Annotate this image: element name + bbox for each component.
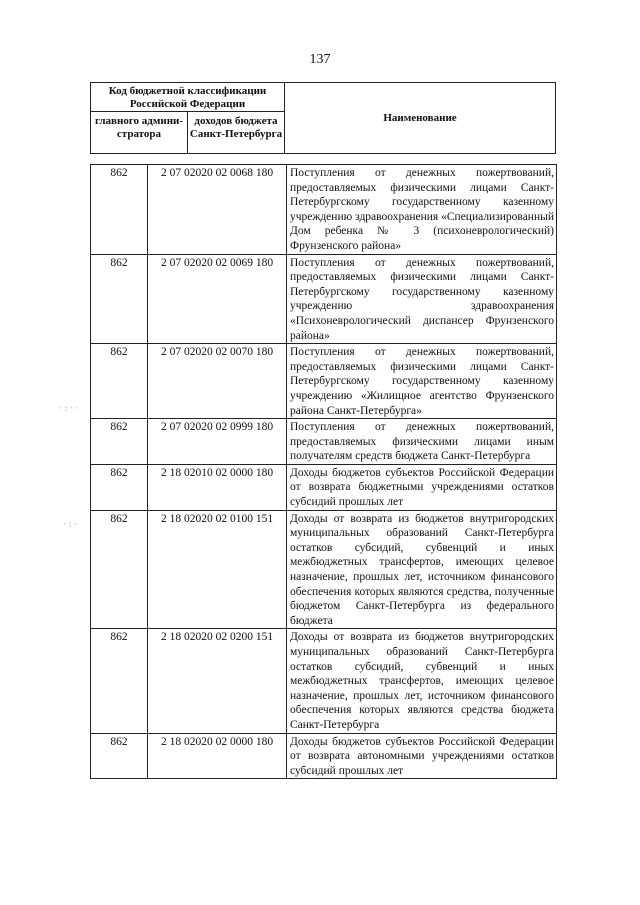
name-cell: Поступления от денежных пожертвований, предоставляемых физическими лицами Санкт-Петербургскому государственному казенному учреждению здравоохранения «Специализированный Дом ребенка № 3 (психоневрологический) Фрунзенского района» <box>287 165 557 255</box>
table-row <box>91 419 557 465</box>
income-code-cell: 2 18 02020 02 0000 180 <box>148 733 287 779</box>
admin-code-cell: 862 <box>91 510 148 629</box>
income-code-cell: 2 07 02020 02 0068 180 <box>148 165 287 255</box>
name-cell: Поступления от денежных пожертвований, предоставляемых физическими лицами Санкт-Петербургскому государственному казенному учреждению здравоохранения «Психоневрологический диспансер Фрунзенского района» <box>287 254 557 344</box>
admin-code-cell: 862 <box>91 165 148 255</box>
header-name: Наименование <box>285 83 556 154</box>
table-header <box>90 82 556 154</box>
name-cell: Доходы от возврата из бюджетов внутригородских муниципальных образований Санкт-Петербурга остатков субсидий, субвенций и иных межбюджетных трансфертов, имеющих целевое назначение, прошлых лет, источником финансового обеспечения которых являются средства бюджета Санкт-Петербурга <box>287 629 557 733</box>
table-row <box>91 344 557 419</box>
income-code-cell: 2 07 02020 02 0999 180 <box>148 419 287 465</box>
income-code-cell: 2 18 02020 02 0200 151 <box>148 629 287 733</box>
admin-code-cell: 862 <box>91 254 148 344</box>
table-row <box>91 733 557 779</box>
income-code-cell: 2 07 02020 02 0070 180 <box>148 344 287 419</box>
data-table <box>90 164 557 779</box>
table-row <box>91 510 557 629</box>
admin-code-cell: 862 <box>91 464 148 510</box>
name-cell: Доходы от возврата из бюджетов внутригородских муниципальных образований Санкт-Петербурга остатков субсидий, субвенций и иных межбюджетных трансфертов, имеющих целевое назначение, прошлых лет, источником финансового обеспечения которых являются средства, полученные бюджетом Санкт-Петербурга из федерального бюджета <box>287 510 557 629</box>
name-cell: Поступления от денежных пожертвований, предоставляемых физическими лицами иным получателям средств бюджета Санкт-Петербурга <box>287 419 557 465</box>
admin-code-cell: 862 <box>91 344 148 419</box>
table-row <box>91 464 557 510</box>
table-row <box>91 254 557 344</box>
scan-artifact: ·:· <box>62 520 79 530</box>
scan-artifact: ·:·· <box>58 404 80 414</box>
name-cell: Доходы бюджетов субъектов Российской Федерации от возврата бюджетными учреждениями остатков субсидий прошлых лет <box>287 464 557 510</box>
name-cell: Доходы бюджетов субъектов Российской Федерации от возврата автономными учреждениями остатков субсидий прошлых лет <box>287 733 557 779</box>
admin-code-cell: 862 <box>91 629 148 733</box>
header-income: доходов бюджета Санкт-Петербурга <box>188 112 285 154</box>
income-code-cell: 2 18 02020 02 0100 151 <box>148 510 287 629</box>
admin-code-cell: 862 <box>91 419 148 465</box>
header-classification-code: Код бюджетной классификации Российской Федерации <box>91 83 285 112</box>
admin-code-cell: 862 <box>91 733 148 779</box>
table-row <box>91 629 557 733</box>
table-row <box>91 165 557 255</box>
page-number: 137 <box>309 52 331 67</box>
name-cell: Поступления от денежных пожертвований, предоставляемых физическими лицами Санкт-Петербургскому государственному казенному учреждению «Жилищное агентство Фрунзенского района Санкт-Петербурга» <box>287 344 557 419</box>
income-code-cell: 2 07 02020 02 0069 180 <box>148 254 287 344</box>
income-code-cell: 2 18 02010 02 0000 180 <box>148 464 287 510</box>
header-admin: главного админи-стратора <box>91 112 188 154</box>
